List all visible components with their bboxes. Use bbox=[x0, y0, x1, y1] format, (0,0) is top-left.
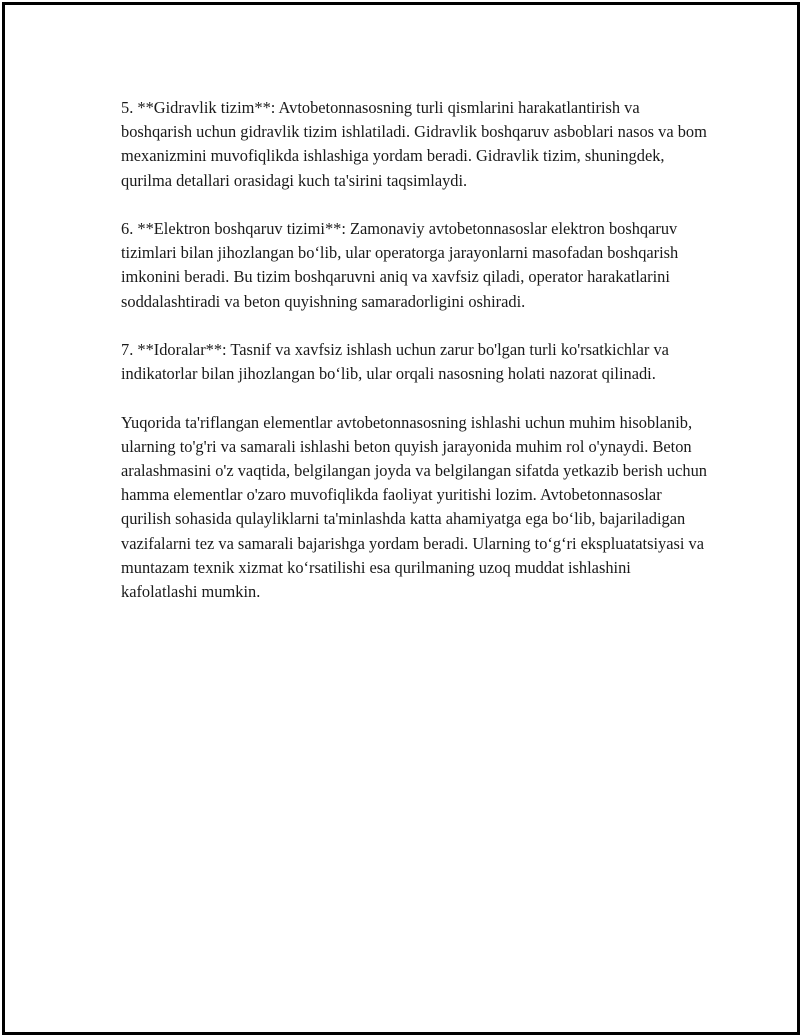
paragraph-electronic-control-system: 6. **Elektron boshqaruv tizimi**: Zamonaviy avtobetonnasoslar elektron boshqaruv tizimlari bilan jihozlangan bo‘lib, ular operatorga jarayonlarni masofadan boshqarish imkonini beradi. Bu tizim boshqaruvni aniq va xavfsiz qiladi, operator harakatlarini soddalashtiradi va beton quyishning samaradorligini oshiradi. bbox=[121, 219, 679, 311]
paragraph-hydraulic-system: 5. **Gidravlik tizim**: Avtobetonnasosning turli qismlarini harakatlantirish va boshqarish uchun gidravlik tizim ishlatiladi. Gidravlik boshqaruv asboblari nasos va bom mexanizmini muvofiqlikda ishlashiga yordam beradi. Gidravlik tizim, shuningdek, qurilma detallari orasidagi kuch ta'sirini taqsimlaydi. bbox=[121, 98, 707, 190]
document-body bbox=[121, 96, 711, 628]
page-frame bbox=[2, 2, 800, 1035]
paragraph-instruments: 7. **Idoralar**: Tasnif va xavfsiz ishlash uchun zarur bo'lgan turli ko'rsatkichlar va indikatorlar bilan jihozlangan bo‘lib, ular orqali nasosning holati nazorat qilinadi. bbox=[121, 340, 669, 384]
paragraph-conclusion: Yuqorida ta'riflangan elementlar avtobetonnasosning ishlashi uchun muhim hisoblanib, ularning to'g'ri va samarali ishlashi beton quyish jarayonida muhim rol o'ynaydi. Beton aralashmasini o'z vaqtida, belgilangan joyda va belgilangan sifatda yetkazib berish uchun hamma elementlar o'zaro muvofiqlikda faoliyat yuritishi lozim. Avtobetonnasoslar qurilish sohasida qulayliklarni ta'minlashda katta ahamiyatga ega bo‘lib, bajariladigan vazifalarni tez va samarali bajarishga yordam beradi. Ularning to‘g‘ri ekspluatatsiyasi va muntazam texnik xizmat ko‘rsatilishi esa qurilmaning uzoq muddat ishlashini kafolatlashi mumkin. bbox=[121, 412, 707, 602]
